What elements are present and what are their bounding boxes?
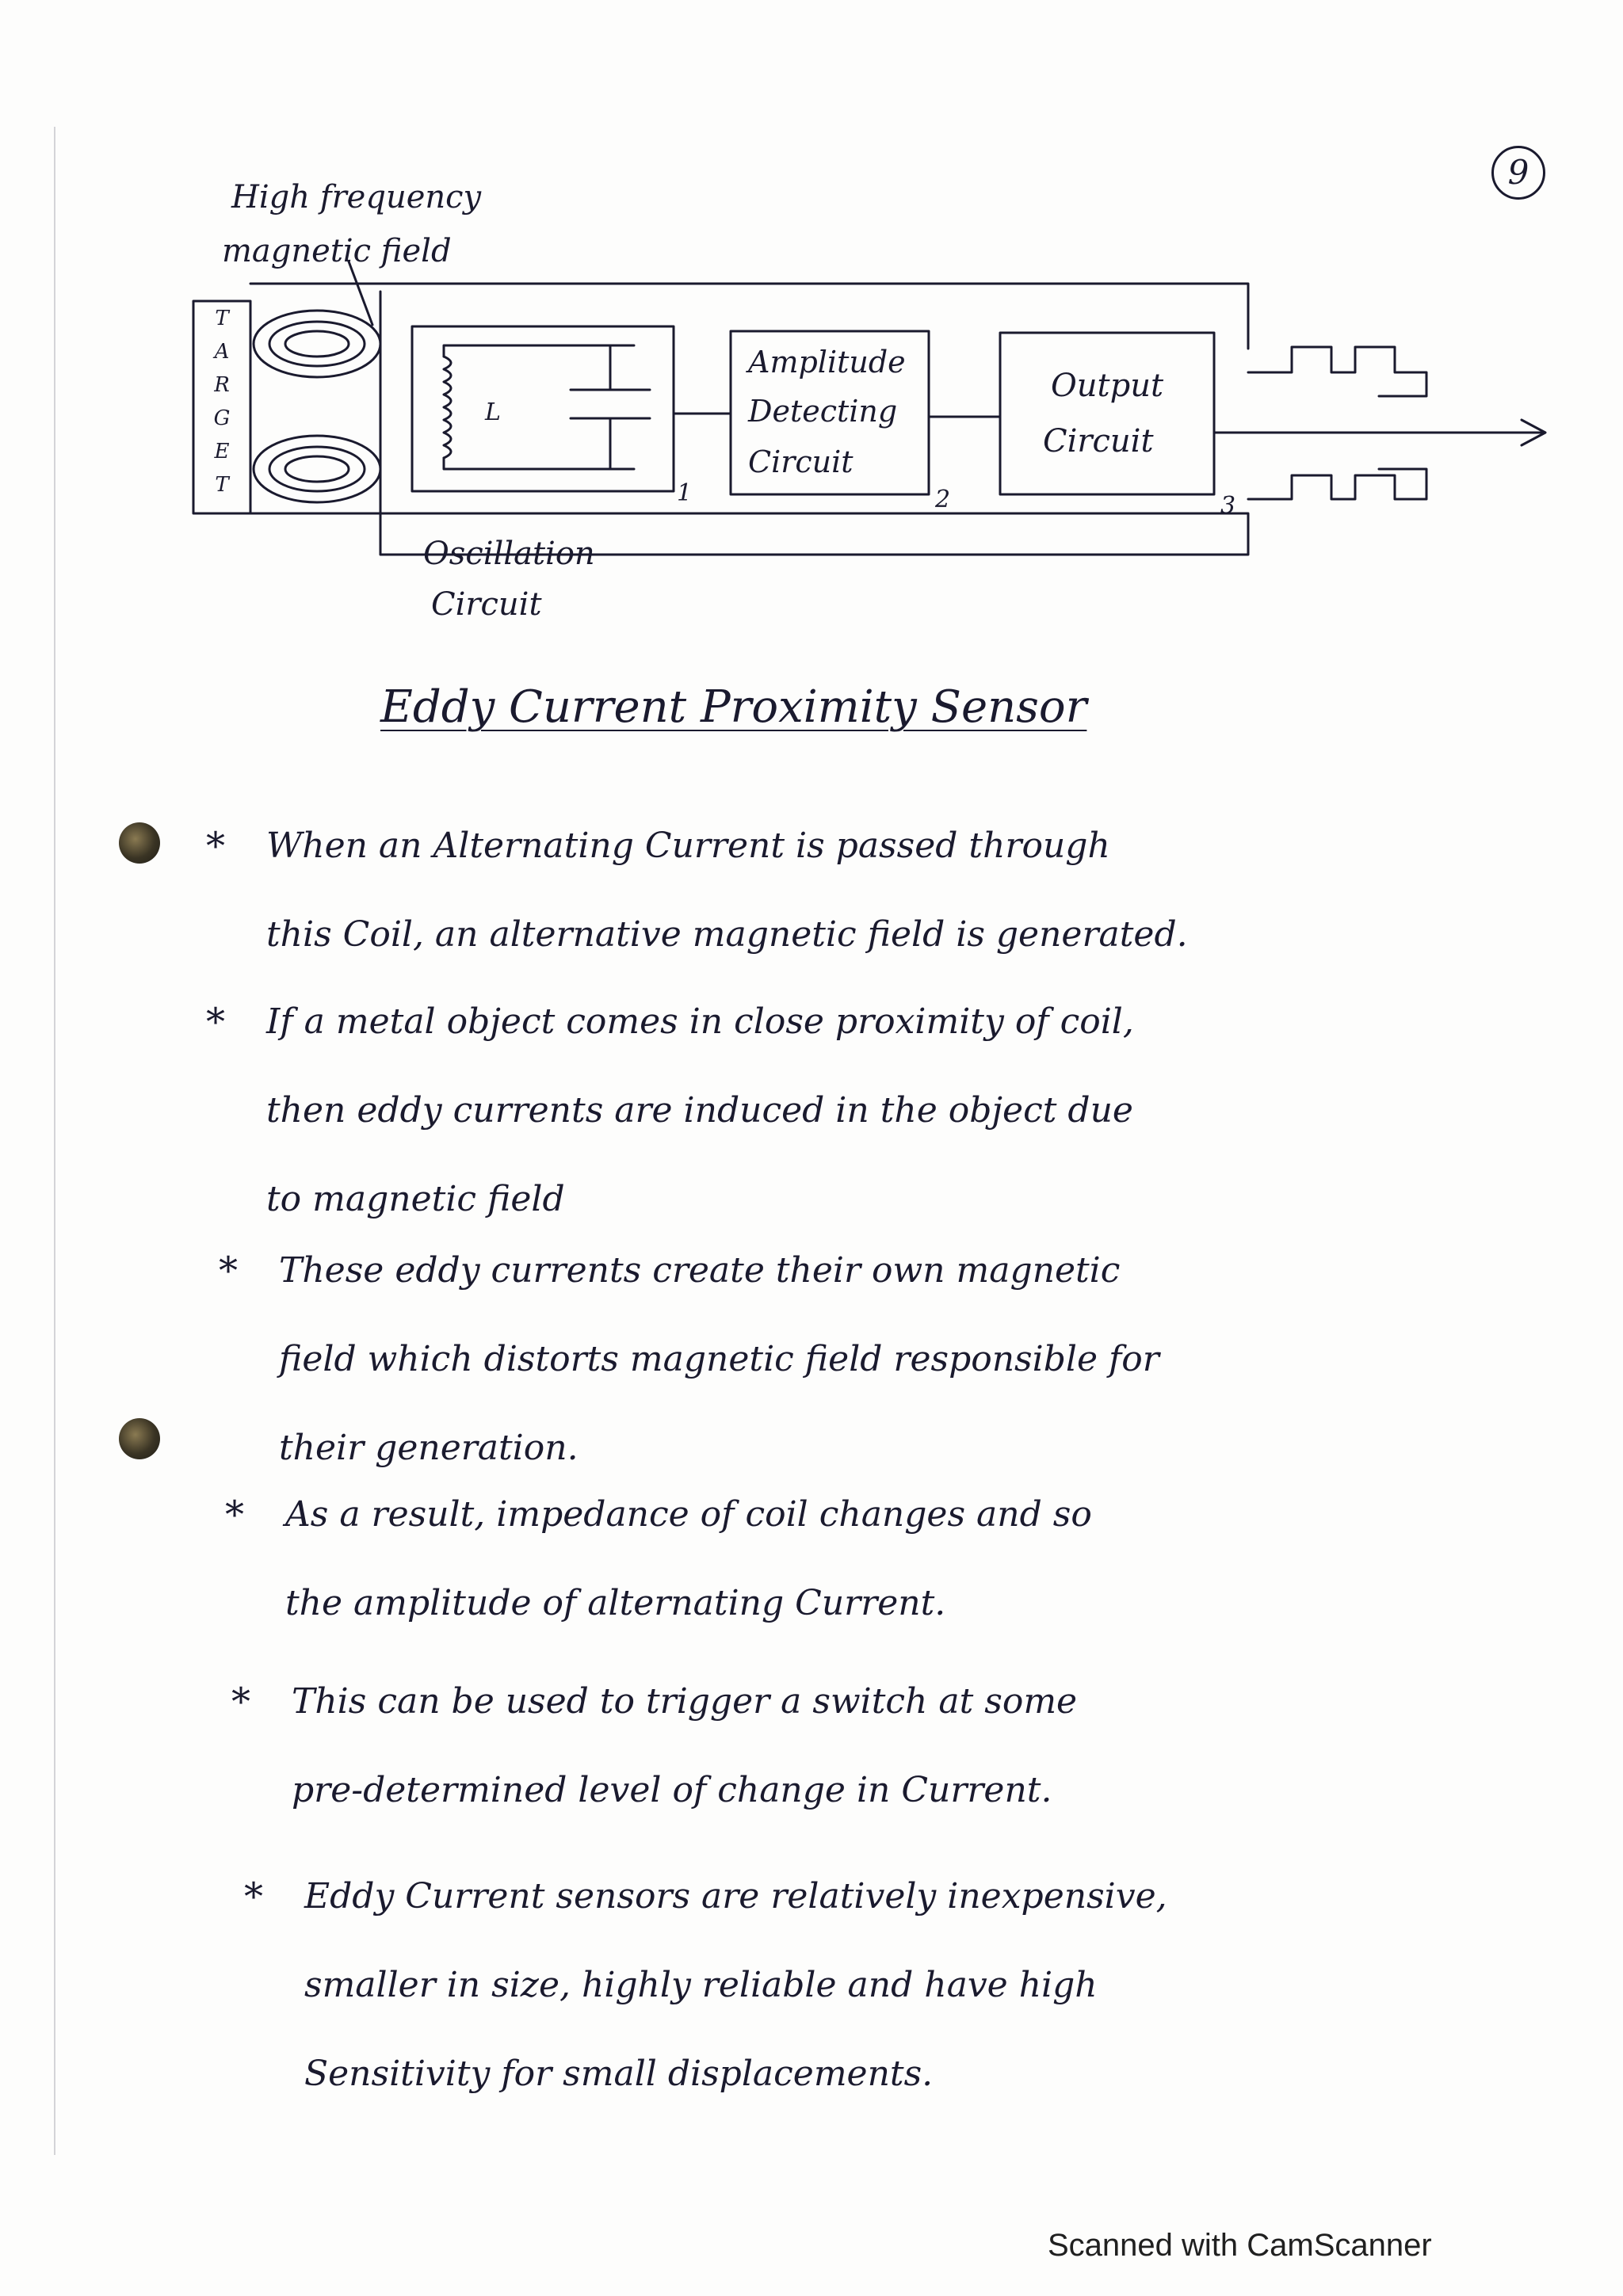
- bullet-star-icon: *: [219, 1249, 238, 1293]
- inductor-symbol: [444, 357, 451, 458]
- bullet-line: then eddy currents are induced in the object due: [266, 1090, 1133, 1131]
- punch-hole: [119, 822, 160, 864]
- capacitor-symbol: [571, 345, 650, 469]
- amplitude-block-line2: Detecting: [748, 394, 898, 429]
- bullet-line: the amplitude of alternating Current.: [285, 1583, 946, 1623]
- bullet-line: This can be used to trigger a switch at some: [292, 1681, 1078, 1722]
- target-letter: A: [214, 340, 230, 364]
- bullet-line: Sensitivity for small displacements.: [304, 2054, 934, 2094]
- scanner-watermark: Scanned with CamScanner: [1048, 2228, 1432, 2263]
- page-title: Eddy Current Proximity Sensor: [380, 681, 1087, 733]
- bullet-line: smaller in size, highly reliable and have high: [304, 1965, 1098, 2005]
- punch-hole: [119, 1418, 160, 1459]
- inductor-label: L: [485, 399, 501, 426]
- amplitude-block-line1: Amplitude: [748, 345, 906, 379]
- pulse-waveform-bottom: [1248, 469, 1426, 499]
- bullet-item: [206, 802, 1188, 979]
- bullet-line: this Coil, an alternative magnetic field is generated.: [266, 914, 1188, 955]
- bullet-star-icon: *: [231, 1680, 250, 1724]
- target-letter: E: [214, 440, 230, 463]
- bullet-line: As a result, impedance of coil changes and so: [285, 1494, 1092, 1535]
- target-letter: R: [214, 373, 230, 397]
- field-label-line1: High frequency: [231, 179, 482, 215]
- bullet-line: Eddy Current sensors are relatively inexpensive,: [304, 1876, 1167, 1917]
- output-circuit-block: [1000, 333, 1214, 494]
- node-label-1: 1: [677, 479, 693, 507]
- output-block-line1: Output: [1051, 368, 1164, 404]
- bullet-star-icon: *: [244, 1875, 263, 1919]
- field-label-line2: magnetic field: [222, 233, 452, 269]
- page-number: 9: [1491, 146, 1545, 200]
- bullet-line: pre-determined level of change in Current.: [292, 1770, 1052, 1810]
- bullet-item: [219, 1226, 1159, 1493]
- bullet-line: If a metal object comes in close proximity of coil,: [266, 1001, 1134, 1042]
- bullet-star-icon: *: [206, 1000, 225, 1044]
- bullet-line: When an Alternating Current is passed through: [266, 826, 1110, 866]
- bullet-line: their generation.: [279, 1428, 579, 1468]
- block-diagram: [0, 0, 1623, 650]
- bullet-star-icon: *: [225, 1493, 244, 1537]
- oscillation-circuit-box: [412, 326, 674, 491]
- bullet-item: [231, 1657, 1078, 1835]
- oscillation-label-line2: Circuit: [431, 586, 542, 623]
- amplitude-block-line3: Circuit: [748, 444, 854, 479]
- node-label-3: 3: [1220, 492, 1236, 520]
- bullet-item: [244, 1852, 1167, 2119]
- oscillation-label-line1: Oscillation: [423, 536, 595, 572]
- target-letter: T: [215, 307, 229, 330]
- target-letter: G: [213, 406, 231, 430]
- bullet-line: These eddy currents create their own magnetic: [279, 1250, 1121, 1291]
- bullet-line: to magnetic field: [266, 1179, 565, 1219]
- node-label-2: 2: [935, 486, 951, 513]
- bullet-item: [225, 1470, 1092, 1648]
- bullet-line: field which distorts magnetic field responsible for: [279, 1339, 1159, 1379]
- bullet-star-icon: *: [206, 824, 225, 868]
- bullet-item: [206, 978, 1134, 1244]
- output-block-line2: Circuit: [1043, 423, 1154, 460]
- target-letter: T: [215, 473, 229, 497]
- output-arrow: [1214, 420, 1545, 445]
- magnetic-field-coils: [254, 311, 380, 502]
- pulse-waveform-top: [1248, 347, 1426, 396]
